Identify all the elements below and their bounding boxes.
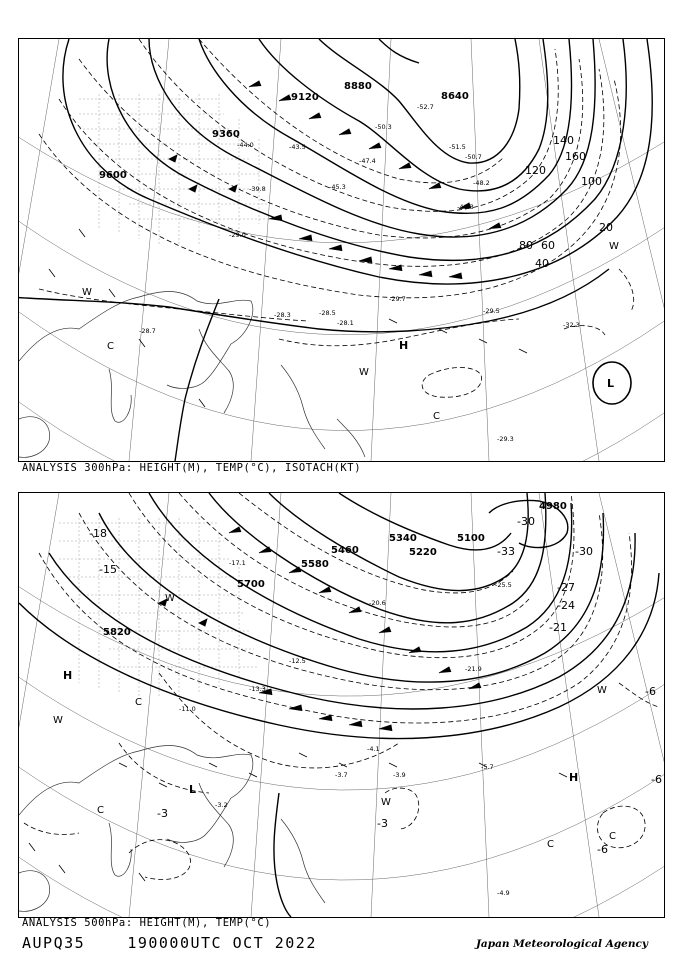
cold-marker: C bbox=[433, 411, 440, 422]
temperature-label: -21.9 bbox=[465, 665, 482, 673]
hatched-region bbox=[79, 94, 269, 244]
temperature-label: -28.7 bbox=[139, 327, 156, 335]
warm-marker: W bbox=[165, 593, 175, 604]
height-label: 5100 bbox=[457, 533, 485, 544]
height-label: 8640 bbox=[441, 91, 469, 102]
low-pressure-marker: L bbox=[189, 783, 197, 796]
pressure-centers bbox=[399, 339, 614, 390]
temperature-label: -44.0 bbox=[237, 141, 254, 149]
map-500hpa-canvas bbox=[19, 493, 664, 917]
cold-marker: C bbox=[107, 341, 114, 352]
high-pressure-marker: H bbox=[569, 771, 579, 784]
temp-contour-label: -30 bbox=[575, 545, 593, 558]
temperature-label: -47.4 bbox=[359, 157, 376, 165]
temperature-label: -12.5 bbox=[289, 657, 306, 665]
chart-code: AUPQ35 bbox=[22, 934, 86, 952]
warm-marker: W bbox=[381, 797, 391, 808]
temperature-label: -51.5 bbox=[449, 143, 466, 151]
temperature-label: -5.7 bbox=[481, 763, 494, 771]
temperature-label: -50.3 bbox=[375, 123, 392, 131]
temperature-label: -29.7 bbox=[389, 295, 406, 303]
caption-300hpa: ANALYSIS 300hPa: HEIGHT(M), TEMP(°C), ISOTACH(KT) bbox=[22, 462, 362, 474]
coastlines bbox=[19, 746, 325, 912]
cold-marker: C bbox=[97, 805, 104, 816]
temp-contour-label: -18 bbox=[89, 527, 107, 540]
isotach-label: 80 bbox=[519, 239, 533, 252]
warm-marker: W bbox=[82, 287, 92, 298]
isotach-label: 100 bbox=[581, 175, 602, 188]
temperature-label: -28.1 bbox=[337, 319, 354, 327]
isotach-labels bbox=[519, 134, 613, 270]
temp-contour-label: -21 bbox=[549, 621, 567, 634]
height-label: 8880 bbox=[344, 81, 372, 92]
caption-500hpa: ANALYSIS 500hPa: HEIGHT(M), TEMP(°C) bbox=[22, 917, 272, 929]
temperature-label: -25.5 bbox=[495, 581, 512, 589]
low-pressure-marker: L bbox=[607, 377, 615, 390]
isotach-label: 120 bbox=[525, 164, 546, 177]
wind-barbs bbox=[49, 81, 527, 407]
temperature-label: -28.3 bbox=[274, 311, 291, 319]
warm-marker: W bbox=[53, 715, 63, 726]
temperature-label: -29.3 bbox=[497, 435, 514, 443]
temperature-label: -45.3 bbox=[329, 183, 346, 191]
isotach-label: 20 bbox=[599, 221, 613, 234]
temperature-label: -29.0 bbox=[229, 231, 246, 239]
temp-contour-label: -15 bbox=[99, 563, 117, 576]
chart-valid-time: 190000UTC OCT 2022 bbox=[127, 934, 317, 952]
temperature-label: -50.7 bbox=[465, 153, 482, 161]
isotach-label: 60 bbox=[541, 239, 555, 252]
height-label: 9120 bbox=[291, 92, 319, 103]
temperature-label: -17.1 bbox=[229, 559, 246, 567]
height-label: 5580 bbox=[301, 559, 329, 570]
hatched-region bbox=[59, 518, 259, 698]
isotach-contours bbox=[39, 39, 634, 397]
height-label: 5460 bbox=[331, 545, 359, 556]
temperature-label: -32.3 bbox=[563, 321, 580, 329]
temp-contour-label: -3 bbox=[157, 807, 168, 820]
isotach-label: 40 bbox=[535, 257, 549, 270]
cold-marker: C bbox=[547, 839, 554, 850]
map-300hpa-canvas bbox=[19, 39, 664, 461]
temperature-label: -11.0 bbox=[179, 705, 196, 713]
temperature-label: -39.8 bbox=[249, 185, 266, 193]
height-contours bbox=[19, 493, 659, 917]
graticule-latitude bbox=[19, 573, 664, 917]
height-label: 5820 bbox=[103, 627, 131, 638]
cold-marker: C bbox=[609, 831, 616, 842]
isotach-label: 140 bbox=[553, 134, 574, 147]
map-500hpa bbox=[18, 492, 665, 918]
height-label: 9600 bbox=[99, 170, 127, 181]
temperature-label: -3.7 bbox=[335, 771, 348, 779]
temperature-label: -28.5 bbox=[319, 309, 336, 317]
height-label: 5340 bbox=[389, 533, 417, 544]
temperature-label: -3.9 bbox=[393, 771, 406, 779]
wind-barbs bbox=[29, 527, 567, 881]
temperature-label: -4.1 bbox=[367, 745, 380, 753]
height-labels bbox=[103, 501, 567, 638]
temp-contour-label: -27 bbox=[557, 581, 575, 594]
warm-marker: W bbox=[359, 367, 369, 378]
temp-contour-label: -30 bbox=[517, 515, 535, 528]
graticule-longitude bbox=[19, 493, 664, 917]
high-pressure-marker: H bbox=[63, 669, 73, 682]
chart-identifier bbox=[22, 934, 317, 952]
height-label: 5220 bbox=[409, 547, 437, 558]
temperature-label: -20.6 bbox=[369, 599, 386, 607]
temp-contour-label: -6 bbox=[597, 843, 608, 856]
height-label: 9360 bbox=[212, 129, 240, 140]
temperature-label: -43.5 bbox=[289, 143, 306, 151]
map-300hpa bbox=[18, 38, 665, 462]
temperature-label: -4.9 bbox=[497, 889, 510, 897]
agency-name: Japan Meteorological Agency bbox=[475, 938, 648, 950]
temperature-label: -3.2 bbox=[215, 801, 228, 809]
temperature-labels bbox=[179, 559, 512, 897]
warm-marker: W bbox=[609, 241, 619, 252]
temperature-label: -13.3 bbox=[249, 685, 266, 693]
high-pressure-marker: H bbox=[399, 339, 409, 352]
cold-marker: C bbox=[135, 697, 142, 708]
temp-contour-label: -3 bbox=[377, 817, 388, 830]
temp-contour-label: -6 bbox=[645, 685, 656, 698]
temperature-label: -40.3 bbox=[457, 203, 474, 211]
warm-marker: W bbox=[597, 685, 607, 696]
temp-contour-label: -24 bbox=[557, 599, 575, 612]
height-label: 5700 bbox=[237, 579, 265, 590]
temp-contour-label: -6 bbox=[651, 773, 662, 786]
isotach-label: 160 bbox=[565, 150, 586, 163]
temperature-label: -48.2 bbox=[473, 179, 490, 187]
temperature-label: -29.5 bbox=[483, 307, 500, 315]
height-label: 4980 bbox=[539, 501, 567, 512]
temperature-label: -52.7 bbox=[417, 103, 434, 111]
temperature-markers bbox=[53, 593, 616, 850]
temp-contour-label: -33 bbox=[497, 545, 515, 558]
